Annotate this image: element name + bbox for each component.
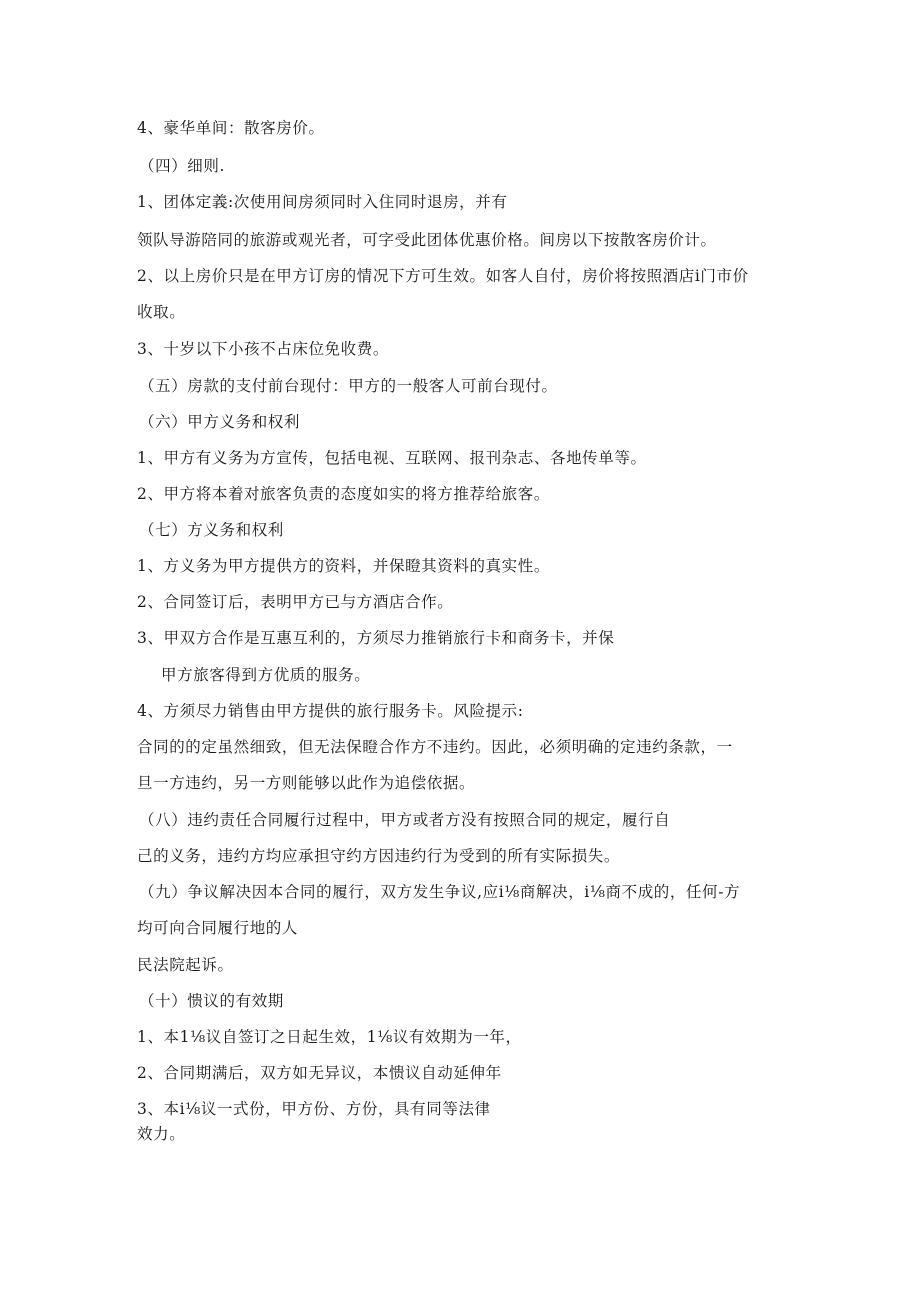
section-heading: （八）违约责任合同履行过程中，甲方或者方没有按照合同的规定，履行自 [139,811,671,829]
text-line: 2、甲方将本着对旅客负责的态度如实的将方推荐给旅客。 [137,485,550,503]
text-line: 效力。 [137,1125,186,1143]
section-heading: （六）甲方义务和权利 [139,413,301,431]
text-line: 3、十岁以下小孩不占床位免收费。 [137,340,389,358]
text-line: 均可向合同履行地的人 [137,919,299,937]
text-line: 2、以上房价只是在甲方订房的情况下方可生效。如客人自付，房价将按照酒店i门市价 [137,267,749,285]
text-line: 4、豪华单间：散客房价。 [137,119,325,137]
text-line: 领队导游陪同的旅游或观光者，可字受此团体优惠价格。间房以下按散客房价计。 [137,231,717,249]
text-line: 3、甲双方合作是互惠互利的，方须尽力推销旅行卡和商务卡，并保 [137,629,615,647]
text-line: 1、团体定義:次使用间房须同时入住同时退房，并有 [137,193,508,211]
text-line: 甲方旅客得到方优质的服务。 [161,666,371,684]
text-line: 民法院起诉。 [137,956,234,974]
section-heading: （十）愦议的有效期 [139,992,284,1010]
text-line: 1、方义务为甲方提供方的资料，并保瞪其资料的真实性。 [137,557,550,575]
text-line: 1、本1⅛议自签订之日起生效，1⅛议有效期为一年， [137,1028,522,1046]
text-line: 1、甲方有义务为方宣传，包括电视、互联网、报刊杂志、各地传单等。 [137,449,647,467]
text-line: 4、方须尽力销售由甲方提供的旅行服务卡。风险提示: [137,702,524,720]
text-line: 2、合同期满后，双方如无异议，本愦议自动延伸年 [137,1064,502,1082]
text-line: 旦一方违约，另一方则能够以此作为追偿依据。 [137,774,476,792]
text-line: 2、合同签订后，表明甲方已与方酒店合作。 [137,593,454,611]
text-line: 收取。 [137,303,186,321]
section-heading: （七）方义务和权利 [139,521,284,539]
text-line: 己的义务，违约方均应承担守约方因违约行为受到的所有实际损失。 [137,847,621,865]
section-heading: （四）细则. [139,157,226,175]
text-line: 合同的的定虽然细致，但无法保瞪合作方不违约。因此，必须明确的定违约条款，一 [137,738,733,756]
text-line: 3、本i⅛议一式份，甲方份、方份，具有同等法律 [137,1100,491,1118]
section-heading: （九）争议解决因本合同的履行，双方发生争议,应i⅛商解决，i⅛商不成的，任何-方 [139,883,741,901]
section-heading: （五）房款的支付前台现付：甲方的一般客人可前台现付。 [139,377,558,395]
